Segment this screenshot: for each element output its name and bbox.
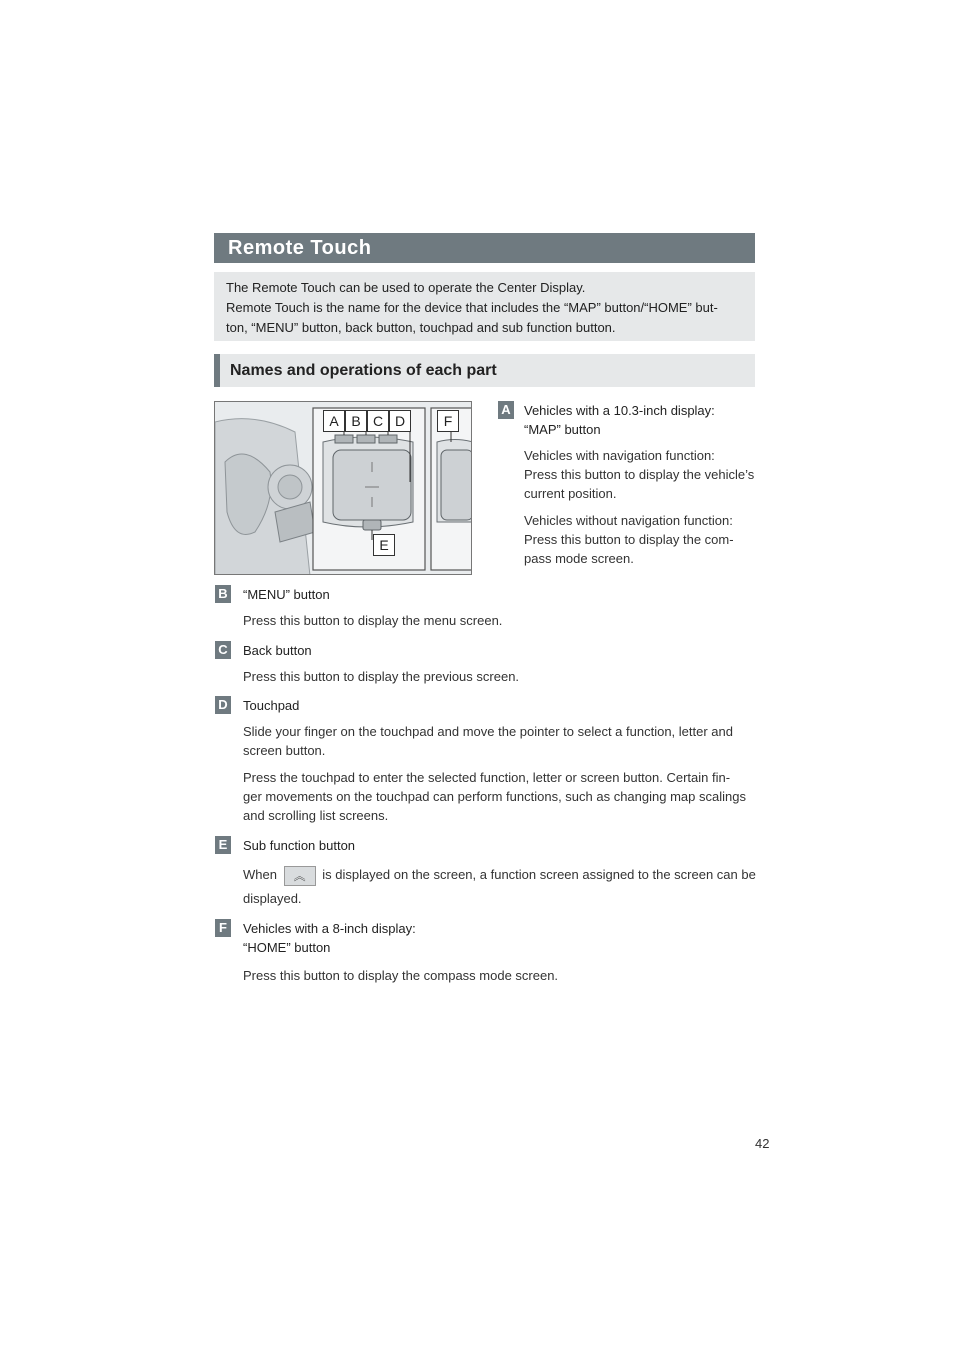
figure-label-a: A (323, 410, 345, 432)
item-f-title-line: “HOME” button (243, 940, 331, 955)
figure-label-f: F (437, 410, 459, 432)
item-a-line: Press this button to display the vehicle’s (524, 467, 755, 482)
page-number: 42 (755, 1136, 770, 1151)
double-chevron-up-icon: ︽ (284, 866, 316, 886)
item-b-body: Press this button to display the menu screen. (243, 613, 503, 628)
item-e-text: is displayed on the screen, a function screen assigned to the screen can be (322, 867, 756, 882)
intro-line: ton, “MENU” button, back button, touchpad and sub function button. (226, 320, 616, 335)
item-a-line: Vehicles with navigation function: (524, 448, 715, 463)
marker-e: E (215, 836, 231, 854)
item-d-line: and scrolling list screens. (243, 808, 389, 823)
item-e-text: When (243, 867, 277, 882)
item-a-title (524, 401, 756, 439)
item-e-text: displayed. (243, 890, 302, 906)
item-a-title-line: “MAP” button (524, 422, 601, 437)
item-f-title (243, 919, 416, 957)
section-title: Remote Touch (214, 233, 755, 263)
item-e-body (243, 865, 756, 908)
item-f-body: Press this button to display the compass mode screen. (243, 968, 559, 983)
item-d-body-1 (243, 722, 756, 760)
item-a-line: current position. (524, 486, 617, 501)
marker-a: A (498, 401, 514, 419)
item-e-title: Sub function button (243, 838, 356, 853)
marker-f: F (215, 919, 231, 937)
item-d-line: Slide your finger on the touchpad and move the pointer to select a function, letter and (243, 724, 733, 739)
item-a-line: Vehicles without navigation function: (524, 513, 733, 528)
item-a-line: pass mode screen. (524, 551, 634, 566)
figure-label-d: D (389, 410, 411, 432)
item-d-line: ger movements on the touchpad can perform functions, such as changing map scalings (243, 789, 746, 804)
item-c-title: Back button (243, 643, 312, 658)
subsection-title: Names and operations of each part (214, 354, 755, 387)
item-c-body: Press this button to display the previous screen. (243, 669, 520, 684)
figure-label-e: E (373, 534, 395, 556)
marker-b: B (215, 585, 231, 603)
marker-d: D (215, 696, 231, 714)
intro-line: The Remote Touch can be used to operate the Center Display. (226, 280, 586, 295)
marker-c: C (215, 641, 231, 659)
item-a-body-2 (524, 511, 756, 568)
item-a-body-1 (524, 446, 756, 503)
intro-line: Remote Touch is the name for the device that includes the “MAP” button/“HOME” but- (226, 300, 718, 315)
item-a-line: Press this button to display the com- (524, 532, 734, 547)
figure-label-b: B (345, 410, 367, 432)
item-d-body-2 (243, 768, 756, 825)
item-d-line: screen button. (243, 743, 326, 758)
item-d-line: Press the touchpad to enter the selected function, letter or screen button. Certain fin- (243, 770, 731, 785)
remote-touch-illustration (214, 401, 472, 575)
item-a-title-line: Vehicles with a 10.3-inch display: (524, 403, 715, 418)
item-d-title: Touchpad (243, 698, 300, 713)
item-b-title: “MENU” button (243, 587, 330, 602)
intro-box (214, 272, 755, 341)
item-f-title-line: Vehicles with a 8-inch display: (243, 921, 416, 936)
figure-label-c: C (367, 410, 389, 432)
